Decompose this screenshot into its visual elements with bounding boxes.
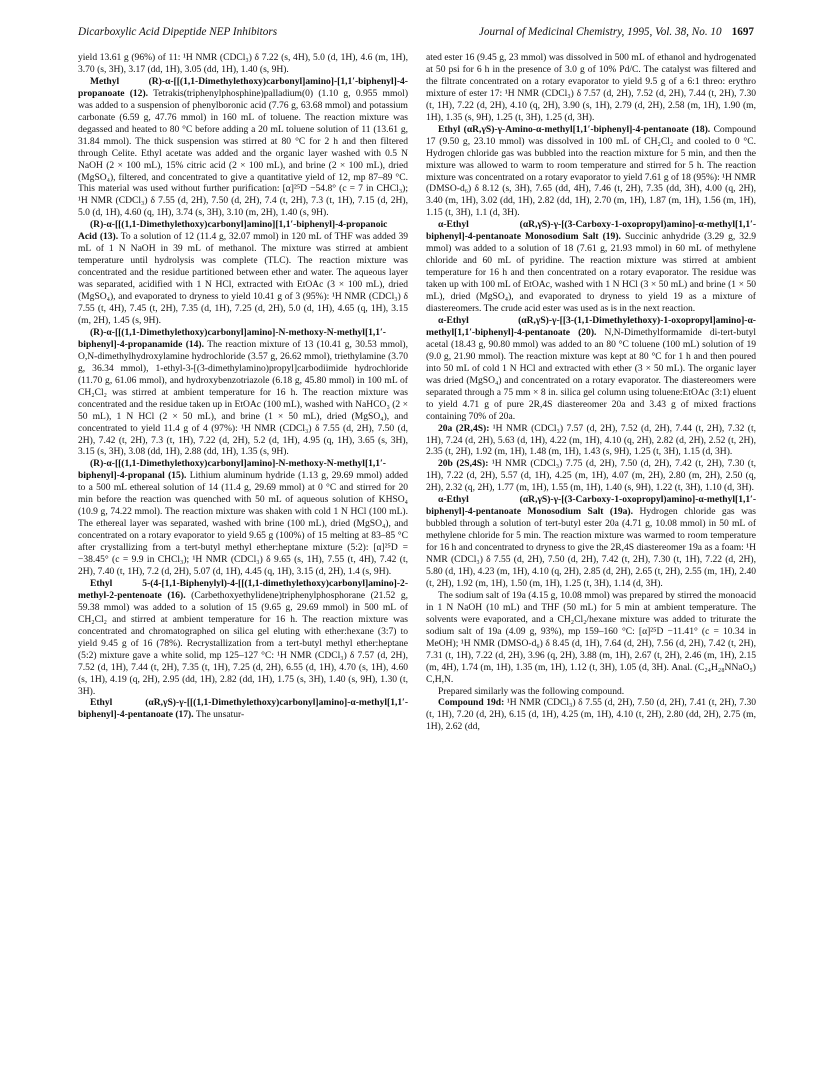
paragraph-text: ¹H NMR (CDCl₃) 7.57 (d, 2H), 7.52 (d, 2H), 7.44 (t, 2H), 7.32 (t, 1H), 7.24 (d, 2H), 5.63 (d, 1H), 4.22 (m, 1H), 4.10 (q, 2H), 2.82 (d, 2H), 2.52 (t, 2H), 2.35 (t, 2H), 1.92 (m, 1H), 1.48 (m, 1H), 1.43 (s, 9H), 1.25 (t, 3H), 1.15 (d, 3H).: [426, 422, 756, 458]
paragraph-text: Hydrogen chloride gas was bubbled through a solution of tert-butyl ester 20a (4.71 g, 10.08 mmol) in 50 mL of methylene chloride for 5 min. The reaction mixture was warmed to room temperature for 16 h and concentrated to dryness to give the 2R,4S diastereomer 19a as a foam: ¹H NMR (CDCl₃) δ 7.55 (d, 2H), 7.50 (d, 2H), 7.42 (t, 2H), 7.30 (t, 1H), 7.22 (d, 2H), 5.80 (d, 1H), 4.23 (m, 1H), 4.10 (q, 2H), 2.85 (d, 2H), 2.65 (t, 2H), 2.55 (m, 1H), 2.40 (t, 2H), 1.92 (m, 1H), 1.50 (m, 1H), 1.25 (t, 3H), 1.14 (d, 3H).: [426, 506, 756, 589]
paragraph: [426, 124, 756, 220]
paragraph-text: Lithium aluminum hydride (1.13 g, 29.69 mmol) added to a 500 mL ethereal solution of 14 (11.4 g, 29.69 mmol) at 0 °C and stirred for 20 min before the reaction was quenched with 50 mL of aqueous solution of KHSO₄ (10.9 g, 74.22 mmol). The reaction mixture was shaken with cold 1 N HCl (100 mL). The ethereal layer was separated, washed with brine (100 mL), dried (MgSO₄), and concentrated on a rotary evaporator to yield 9.65 g (100%) of 15 melting at 83–85 °C after crystallizing from a tert-butyl methyl ether:heptane mixture (5:2): [α]²⁵D = −38.45° (c = 9.9 in CHCl₃); ¹H NMR (CDCl₃) δ 9.65 (s, 1H), 7.55 (t, 4H), 7.42 (t, 2H), 7.40 (t, 1H), 7.2 (d, 2H), 5.07 (d, 1H), 4.45 (q, 1H), 3.15 (d, 2H), 1.4 (s, 9H).: [78, 470, 409, 577]
paragraph-text: (Carbethoxyethylidene)triphenylphosphorane (21.52 g, 59.38 mmol) was added to a solution of 15 (9.65 g, 29.69 mmol) in 500 mL of CH₂Cl₂ and stirred at ambient temperature for 16 h. The reaction mixture was concentrated and chromatographed on silica gel eluting with ether:hexane (3:7) to yield 9.45 g of 16 (78%). Recrystallization from a tert-butyl methyl ether:heptane (5:2) mixture gave a white solid, mp 125–127 °C: ¹H NMR (CDCl₃) δ 7.57 (d, 2H), 7.52 (d, 1H), 7.44 (t, 2H), 7.35 (t, 1H), 7.25 (d, 2H), 6.55 (d, 1H), 4.70 (s, 1H), 4.60 (s, 1H), 4.19 (q, 2H), 2.95 (dd, 1H), 2.82 (dd, 1H), 1.75 (s, 3H), 1.40 (s, 9H), 1.30 (t, 3H).: [78, 589, 408, 697]
page-number: 1697: [731, 26, 754, 38]
paragraph-text: N,N-Dimethylformamide di-tert-butyl acetal (18.43 g, 90.80 mmol) was added to an 80 °C toluene (100 mL) solution of 19 (9.0 g, 21.90 mmol). The reaction mixture was kept at 80 °C for 1 h and then poured into 50 mL of cold 1 N HCl and extracted with ether (3 × 50 mL). The organic layer was dried (MgSO₄) and concentrated on a rotary evaporator. The diastereomers were separated through a 75 mm × 8 in. silica gel column using toluene:EtOAc (3:1) eluent to yield 4.71 g of pure 2R,4S diastereomer 20a and 3.43 g of mixed fractions containing 70% of 20a.: [426, 326, 756, 422]
paragraph-text: The unsatur-: [195, 709, 245, 721]
right-column: [426, 52, 756, 733]
compound-heading: 20b (2S,4S):: [438, 458, 489, 470]
compound-heading: α-Ethyl (αR,γS)-γ-[[3-(1,1-Dimethylethoxy)-1-oxopropyl]amino]-α-methyl[1,1′-biphenyl]-4-pentanoate (20).: [426, 314, 756, 338]
paragraph-text: Succinic anhydride (3.29 g, 32.9 mmol) was added to a solution of 18 (7.61 g, 21.93 mmol) in 60 mL of methylene chloride and 60 mL of pyridine. The reaction mixture was stirred at ambient temperature for 16 h and then concentrated on a rotary evaporator. The residue was taken up with 100 mL of EtOAc, washed with 1 N HCl (3 × 50 mL) and brine (1 × 50 mL), dried (MgSO₄), and evaporated to dryness to yield 19 as a mixture of diastereomers. The crude acid ester was used as is in the next reaction.: [426, 231, 756, 315]
paragraph: [426, 686, 756, 698]
journal-citation: [479, 26, 754, 38]
paragraph-text: Compound 17 (9.50 g, 23.10 mmol) was dissolved in 100 mL of CH₂Cl₂ and cooled to 0 °C. Hydrogen chloride gas was bubbled into the reaction mixture for 5 min, and then the mixture was allowed to warm to room temperature and stirred for 5 h. The reaction mixture was concentrated on a rotary evaporator to yield 7.61 g of 18 (95%): ¹H NMR (DMSO-d₆) δ 8.12 (s, 3H), 7.65 (dd, 4H), 7.46 (t, 2H), 7.35 (dd, 3H), 4.00 (q, 2H), 3.40 (m, 1H), 3.02 (dd, 1H), 2.82 (dd, 1H), 2.70 (m, 1H), 1.87 (m, 1H), 1.56 (m, 1H), 1.15 (t, 3H), 1.1 (d, 3H).: [426, 123, 757, 219]
paragraph: [78, 76, 408, 219]
paragraph-text: ¹H NMR (CDCl₃) 7.75 (d, 2H), 7.50 (d, 2H), 7.42 (t, 2H), 7.30 (t, 1H), 7.22 (d, 2H), 5.57 (d, 1H), 4.25 (m, 1H), 4.07 (m, 2H), 2.80 (m, 2H), 2.50 (q, 2H), 2.32 (q, 2H), 1.77 (m, 1H), 1.55 (m, 1H), 1.40 (s, 9H), 1.22 (t, 3H), 1.10 (d, 3H).: [426, 458, 757, 494]
paragraph-text: Tetrakis(triphenylphosphine)palladium(0) (1.10 g, 0.955 mmol) was added to a suspension of phenylboronic acid (7.76 g, 63.68 mmol) and potassium carbonate (6.59 g, 47.76 mmol) in 160 mL of toluene. The reaction mixture was degassed and heated to 80 °C before adding a 20 mL toluene solution of 11 (13.61 g, 31.84 mmol). The thick suspension was stirred at 80 °C for 2 h and then filtered through Celite. Ethyl acetate was added and the organic layer washed with 0.5 N NaOH (2 × 100 mL), 15% citric acid (2 × 100 mL), and brine (2 × 100 mL), dried (MgSO₄), filtered, and concentrated to give a quantitative yield of 12, mp 87–89 °C. This material was used without further purification: [α]²⁵D −54.8° (c = 7 in CHCl₃); ¹H NMR (CDCl₃) δ 7.55 (d, 2H), 7.50 (d, 2H), 7.4 (t, 2H), 7.3 (t, 1H), 7.15 (d, 2H), 5.0 (d, 1H), 4.60 (q, 1H), 3.74 (s, 3H), 3.10 (m, 2H), 1.40 (s, 9H).: [78, 87, 408, 219]
paragraph-text: ated ester 16 (9.45 g, 23 mmol) was dissolved in 500 mL of ethanol and hydrogenated at 50 psi for 6 h in the presence of 3.0 g of 10% Pd/C. The catalyst was filtered and the filtrate concentrated on a rotary evaporator to yield 9.5 g of a 6:1 threo: erythro mixture of ester 17: ¹H NMR (CDCl₃) δ 7.57 (d, 2H), 7.52 (d, 2H), 7.44 (t, 2H), 7.30 (t, 1H), 7.22 (d, 2H), 4.10 (q, 2H), 3.90 (s, 1H), 2.79 (d, 2H), 2.58 (m, 1H), 1.90 (m, 1H), 1.35 (s, 9H), 1.25 (t, 3H), 1.25 (d, 3H).: [426, 52, 756, 123]
paragraph: [78, 578, 408, 698]
paragraph-text: yield 13.61 g (96%) of 11: ¹H NMR (CDCl₃) δ 7.22 (s, 4H), 5.0 (d, 1H), 4.6 (m, 1H), 3.70 (s, 3H), 3.17 (dd, 1H), 3.05 (dd, 1H), 1.40 (s, 9H).: [78, 52, 408, 75]
compound-heading: Ethyl (αR,γS)-γ-Amino-α-methyl[1,1′-biphenyl]-4-pentanoate (18).: [438, 123, 711, 135]
compound-heading: 20a (2R,4S):: [438, 422, 490, 434]
paragraph: [426, 315, 756, 423]
paragraph: [78, 697, 408, 721]
paragraph-text: ¹H NMR (CDCl₃) δ 7.55 (d, 2H), 7.50 (d, 2H), 7.41 (t, 2H), 7.30 (t, 1H), 7.20 (d, 2H), 6.15 (d, 1H), 4.25 (m, 1H), 4.10 (t, 2H), 2.80 (dd, 2H), 2.75 (m, 1H), 2.62 (dd,: [426, 697, 756, 733]
paragraph-text: Prepared similarly was the following compound.: [438, 685, 625, 697]
paragraph-text: To a solution of 12 (11.4 g, 32.07 mmol) in 120 mL of THF was added 39 mL of 1 N NaOH in 39 mL of methanol. The mixture was stirred at ambient temperature until hydrolysis was complete (TLC). The reaction mixture was concentrated and the residue partitioned between ether and water. The aqueous layer was separated, acidified with 1 N HCl, extracted with EtOAc (3 × 100 mL), dried (MgSO₄), and evaporated to dryness to yield 10.41 g of 3 (95%): ¹H NMR (CDCl₃) δ 7.55 (t, 4H), 7.45 (t, 2H), 7.35 (d, 1H), 7.25 (d, 2H), 5.0 (d, 1H), 4.65 (q, 1H), 3.15 (m, 2H), 1.45 (s, 9H).: [78, 231, 409, 326]
paragraph: [78, 52, 408, 76]
running-title: Dicarboxylic Acid Dipeptide NEP Inhibitors: [78, 26, 278, 38]
paragraph: [78, 458, 408, 578]
paragraph: [426, 697, 756, 733]
compound-heading: Compound 19d:: [438, 697, 505, 709]
compound-heading: (R)-α-[[(1,1-Dimethylethoxy)carbonyl]amino]-N-methoxy-N-methyl[1,1′-biphenyl]-4-propanal (15).: [78, 458, 386, 482]
paragraph: [426, 423, 756, 459]
paragraph: [426, 494, 756, 590]
paragraph: [426, 458, 756, 494]
paragraph-text: The sodium salt of 19a (4.15 g, 10.08 mmol) was prepared by stirred the monoacid in 1 N NaOH (10 mL) and THF (50 mL) for 5 min at ambient temperature. The solvents were evaporated, and a CH₂Cl₂/hexane mixture was added to triturate the sodium salt of 19a (4.09 g, 93%), mp 159–160 °C: [α]²⁵D −11.41° (c = 10.34 in MeOH); ¹H NMR (DMSO-d₆) δ 8.45 (d, 1H), 7.64 (d, 2H), 7.56 (d, 2H), 7.42 (t, 2H), 7.31 (t, 1H), 7.22 (d, 2H), 3.96 (q, 2H), 3.88 (m, 1H), 2.67 (t, 2H), 2.46 (m, 1H), 2.15 (m, 4H), 1.74 (m, 1H), 1.35 (m, 1H), 1.12 (t, 3H), 1.05 (d, 3H). Anal. (C₂₄H₂₈NNaO₅) C,H,N.: [426, 589, 756, 685]
compound-heading: α-Ethyl (αR,γS)-γ-[(3-Carboxy-1-oxopropyl)amino]-α-methyl[1,1′-biphenyl]-4-pentanoate Monosodium Salt (19a).: [426, 494, 756, 518]
journal-name: Journal of Medicinal Chemistry, 1995, Vol. 38, No. 10: [478, 26, 722, 38]
compound-heading: Ethyl 5-(4-[1,1-Biphenylyl)-4-[[(1,1-dimethylethoxy)carbonyl]amino]-2-methyl-2-pentenoate (16).: [78, 577, 408, 601]
paragraph: [426, 219, 756, 315]
compound-heading: (R)-α-[[(1,1-Dimethylethoxy)carbonyl]amino][1,1′-biphenyl]-4-propanoic Acid (13).: [78, 219, 388, 243]
running-header: [78, 26, 754, 42]
paragraph: [78, 327, 408, 458]
compound-heading: Ethyl (αR,γS)-γ-[[(1,1-Dimethylethoxy)carbonyl]amino]-α-methyl[1,1′-biphenyl]-4-pentanoate (17).: [78, 697, 408, 721]
left-column: [78, 52, 408, 721]
compound-heading: (R)-α-[[(1,1-Dimethylethoxy)carbonyl]amino]-N-methoxy-N-methyl[1,1′-biphenyl]-4-propanamide (14).: [78, 326, 386, 350]
paragraph: [426, 52, 756, 124]
compound-heading: Methyl (R)-α-[[(1,1-Dimethylethoxy)carbonyl]amino]-[1,1′-biphenyl]-4-propanoate (12).: [78, 75, 408, 99]
compound-heading: α-Ethyl (αR,γS)-γ-[(3-Carboxy-1-oxopropyl)amino]-α-methyl[1,1′-biphenyl]-4-pentanoate Monosodium Salt (19).: [426, 219, 756, 243]
paragraph: [78, 219, 408, 327]
paragraph: [426, 590, 756, 686]
paragraph-text: The reaction mixture of 13 (10.41 g, 30.53 mmol), O,N-dimethylhydroxylamine hydrochloride (3.57 g, 26.62 mmol), triethylamine (3.70 g, 36.34 mmol), 1-ethyl-3-[(3-dimethylamino)propyl]carbodiimide hydrochloride (11.70 g, 61.06 mmol), and hydroxybenzotriazole (6.18 g, 45.80 mmol) in 100 mL of CH₂Cl₂ was stirred at ambient temperature for 16 h. The reaction mixture was concentrated and the residue taken up in EtOAc (100 mL), washed with NaHCO₃ (2 × 50 mL), 1 N HCl (2 × 50 mL), and brine (1 × 50 mL), dried (MgSO₄), and concentrated to yield 11.4 g of 4 (97%): ¹H NMR (CDCl₃) δ 7.55 (d, 2H), 7.50 (d, 2H), 7.42 (t, 2H), 7.3 (t, 1H), 7.22 (d, 2H), 5.2 (d, 1H), 4.95 (q, 1H), 3.65 (s, 3H), 3.15 (s, 3H), 3.08 (dd, 1H), 2.88 (dd, 1H), 1.35 (s, 9H).: [78, 338, 408, 458]
